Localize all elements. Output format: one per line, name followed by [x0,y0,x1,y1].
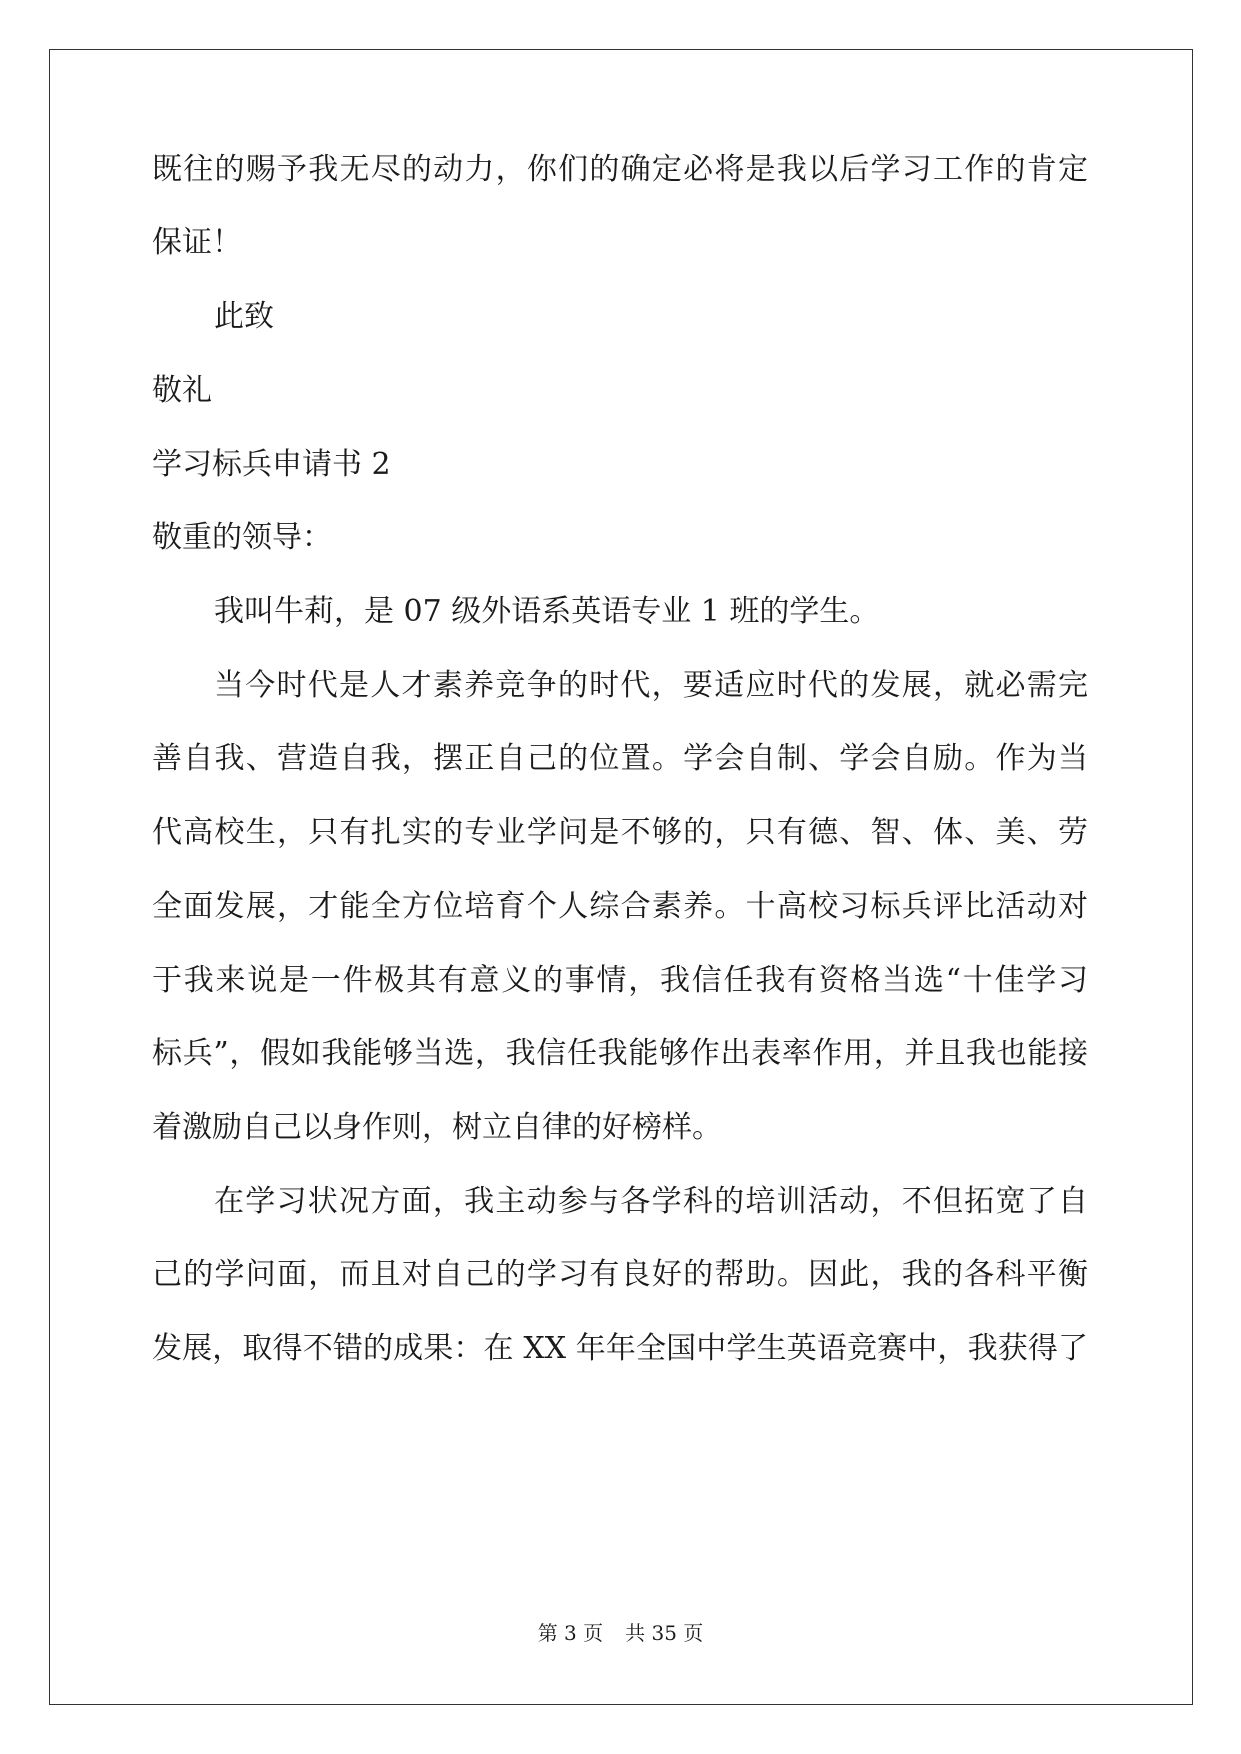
body-line: 己的学问面，而且对自己的学习有良好的帮助。因此，我的各科平衡 [152,1257,1088,1292]
body-line: 代高校生，只有扎实的专业学问是不够的，只有德、智、体、美、劳 [152,815,1088,850]
body-line: 当今时代是人才素养竞争的时代，要适应时代的发展，就必需完 [214,668,1088,703]
body-line: 在学习状况方面，我主动参与各学科的培训活动，不但拓宽了自 [214,1184,1088,1219]
body-line: 我叫牛莉，是 07 级外语系英语专业 1 班的学生。 [214,594,880,629]
page-number: 第 3 页 [537,1621,604,1645]
closing-regards: 敬礼 [152,373,212,408]
body-line: 保证！ [152,225,242,260]
closing-salutation: 此致 [214,299,274,334]
greeting: 敬重的领导： [152,520,332,555]
page-total: 共 35 页 [625,1621,704,1645]
body-line: 善自我、营造自我，摆正自己的位置。学会自制、学会自励。作为当 [152,741,1088,776]
body-line: 于我来说是一件极其有意义的事情，我信任我有资格当选“十佳学习 [152,963,1088,998]
body-line: 全面发展，才能全方位培育个人综合素养。十高校习标兵评比活动对 [152,889,1088,924]
body-line: 既往的赐予我无尽的动力，你们的确定必将是我以后学习工作的肯定 [152,152,1088,187]
section-heading: 学习标兵申请书 2 [152,447,391,482]
page-footer [0,1619,1241,1647]
body-line: 着激励自己以身作则，树立自律的好榜样。 [152,1110,722,1145]
body-line: 标兵”，假如我能够当选，我信任我能够作出表率作用，并且我也能接 [152,1036,1088,1071]
body-line: 发展，取得不错的成果：在 XX 年年全国中学生英语竞赛中，我获得了 [152,1331,1088,1366]
